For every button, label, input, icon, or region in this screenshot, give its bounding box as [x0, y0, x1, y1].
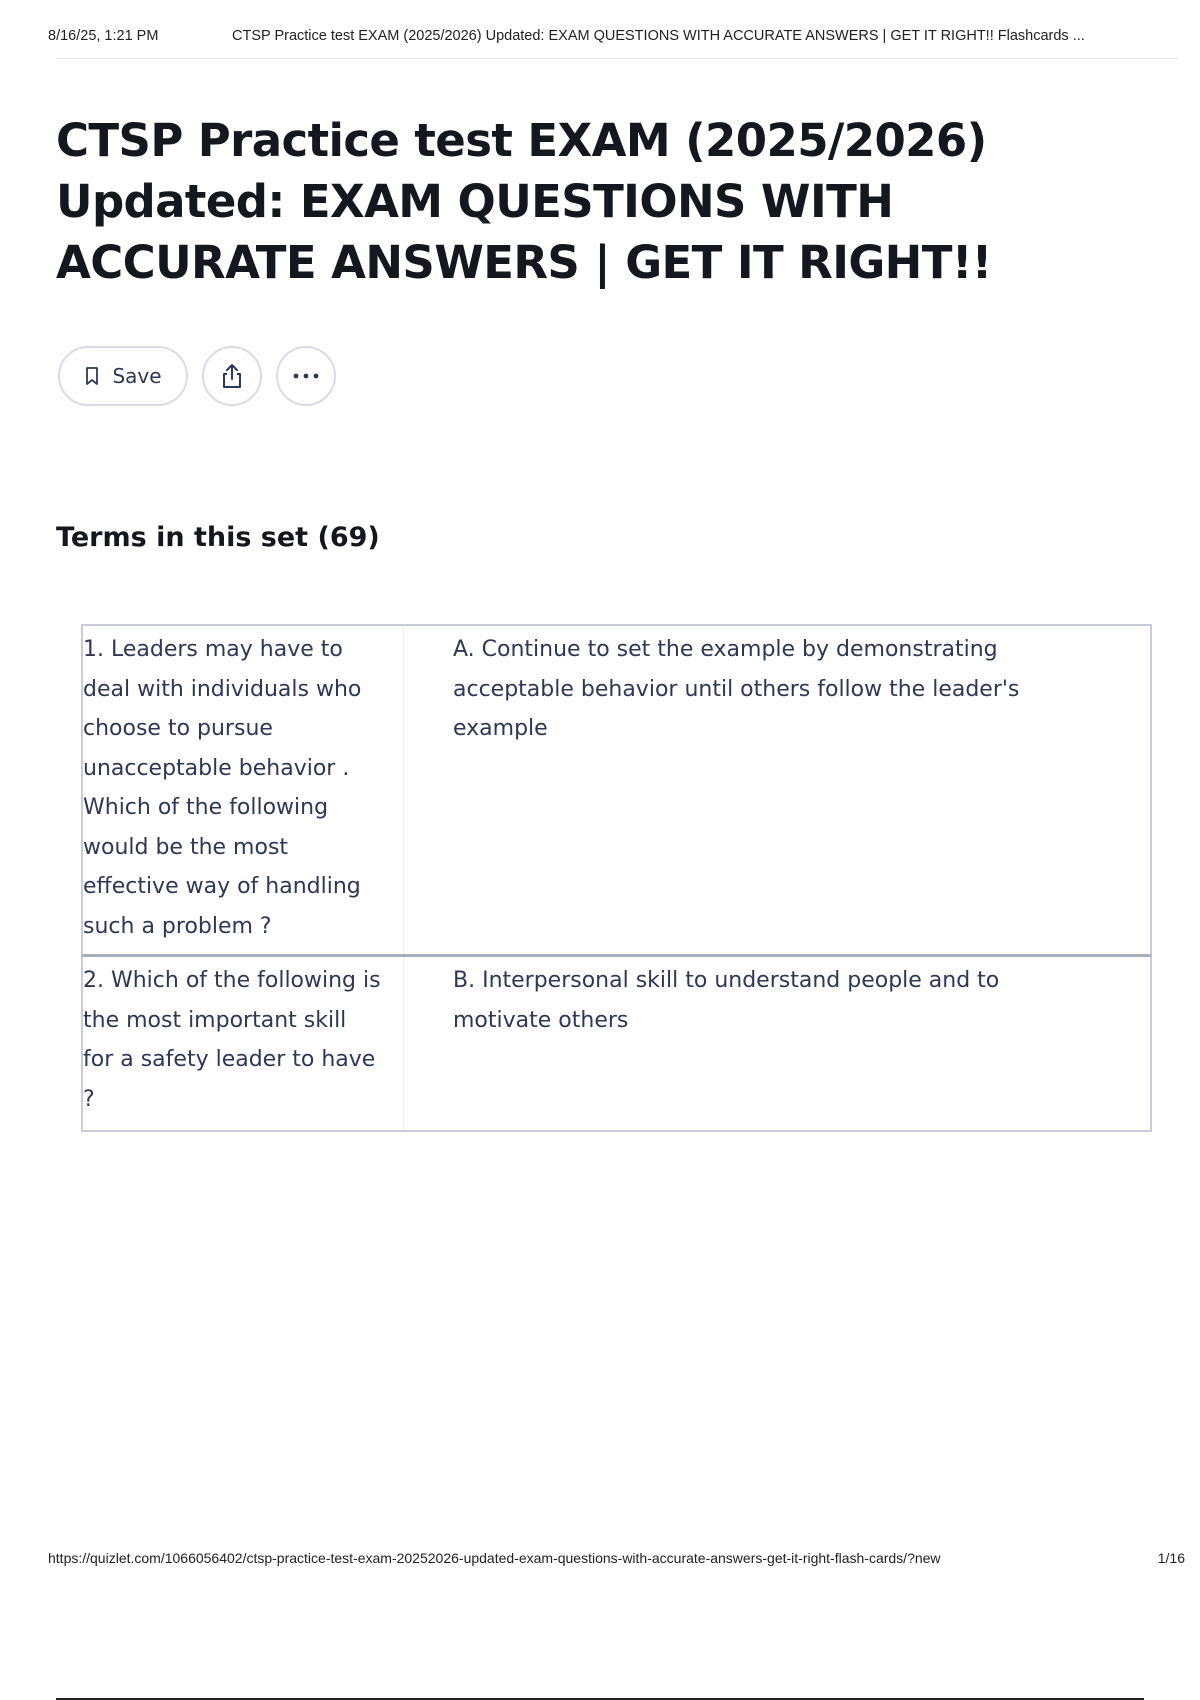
page-url: https://quizlet.com/1066056402/ctsp-practice-test-exam-20252026-updated-exam-questions-with-accurate-answers-get-it-right-flash-cards/?new — [48, 1550, 941, 1566]
save-button[interactable] — [58, 346, 188, 406]
header-divider — [56, 58, 1178, 59]
definition-text: A. Continue to set the example by demonstrating acceptable behavior until others follow the leader's example — [453, 637, 1020, 741]
term-card — [81, 624, 1152, 957]
term-text: 2. Which of the following is the most important skill for a safety leader to have ? — [83, 957, 404, 1130]
definition-text: B. Interpersonal skill to understand people and to motivate others — [453, 968, 1000, 1033]
term-card — [81, 957, 1152, 1132]
page-number: 1/16 — [1157, 1550, 1185, 1566]
more-horizontal-icon — [292, 372, 320, 380]
terms-list — [81, 624, 1152, 1132]
terms-heading: Terms in this set (69) — [56, 522, 380, 553]
share-button[interactable] — [202, 346, 262, 406]
print-header — [48, 28, 1178, 44]
share-icon — [219, 362, 245, 390]
set-actions — [58, 346, 336, 406]
bookmark-icon — [84, 366, 100, 386]
print-date: 8/16/25, 1:21 PM — [48, 28, 159, 44]
print-footer — [48, 1550, 1185, 1566]
print-document-title: CTSP Practice test EXAM (2025/2026) Updated: EXAM QUESTIONS WITH ACCURATE ANSWERS | GET IT RIGHT!! Flashcards ... — [232, 28, 1085, 44]
save-button-label: Save — [112, 364, 162, 388]
term-text: 1. Leaders may have to deal with individuals who choose to pursue unacceptable behavior . Which of the following would be the most effective way of handling such a problem ? — [83, 626, 404, 954]
page-title: CTSP Practice test EXAM (2025/2026) Updated: EXAM QUESTIONS WITH ACCURATE ANSWERS | GET IT RIGHT!! — [56, 114, 992, 289]
more-options-button[interactable] — [276, 346, 336, 406]
